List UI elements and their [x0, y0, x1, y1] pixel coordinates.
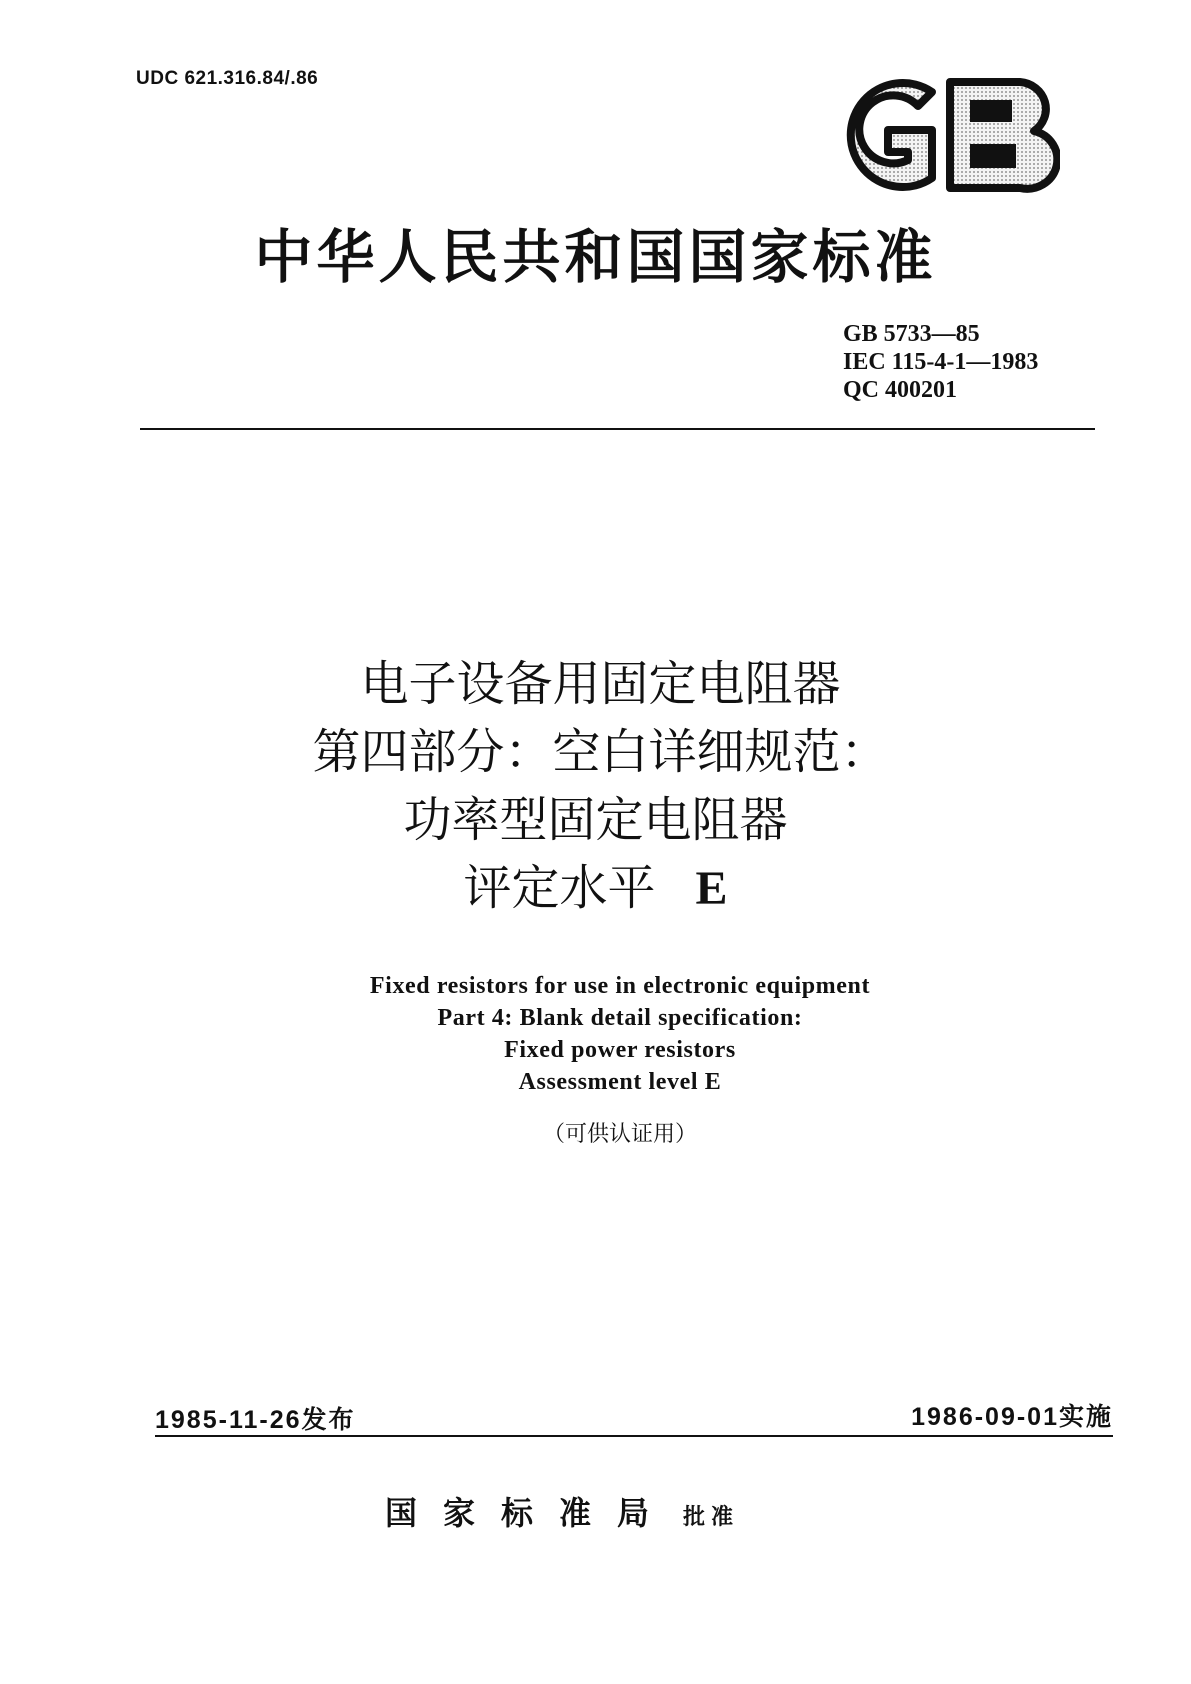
- standard-codes: [843, 320, 1038, 404]
- assessment-level-label: 评定水平: [463, 860, 656, 916]
- issue-date: 1985-11-26发布: [155, 1406, 356, 1434]
- english-title-line-1: Fixed resistors for use in electronic equipment: [369, 973, 871, 999]
- implementation-date: 1986-09-01实施: [911, 1403, 1113, 1431]
- chinese-title-line-3: 功率型固定电阻器: [403, 792, 788, 848]
- certification-note: （可供认证用）: [542, 1122, 697, 1147]
- chinese-title-line-2: 第四部分：空白详细规范：: [312, 724, 889, 780]
- chinese-title-line-1: 电子设备用固定电阻器: [360, 656, 841, 712]
- english-title: [0, 970, 1191, 1098]
- english-title-line-4: Assessment level E: [518, 1069, 722, 1095]
- approve-label: 批准: [683, 1504, 740, 1530]
- english-title-line-2: Part 4: Blank detail specification:: [437, 1005, 803, 1031]
- chinese-title: [0, 650, 1191, 923]
- gb-logo-icon: [820, 74, 1060, 196]
- udc-number: UDC 621.316.84/.86: [136, 68, 319, 89]
- approval-line: [385, 1488, 739, 1534]
- top-divider: [140, 428, 1095, 430]
- bureau-name: 国家标准局: [385, 1494, 676, 1532]
- chinese-title-line-4: [0, 854, 1191, 923]
- organization-title: 中华人民共和国国家标准: [254, 223, 937, 291]
- english-title-line-3: Fixed power resistors: [504, 1037, 736, 1063]
- code-gb: GB 5733—85: [843, 321, 980, 347]
- code-qc: QC 400201: [843, 377, 957, 403]
- bottom-divider: [155, 1435, 1113, 1437]
- code-iec: IEC 115-4-1—1983: [843, 349, 1039, 375]
- assessment-level-letter: E: [695, 862, 728, 915]
